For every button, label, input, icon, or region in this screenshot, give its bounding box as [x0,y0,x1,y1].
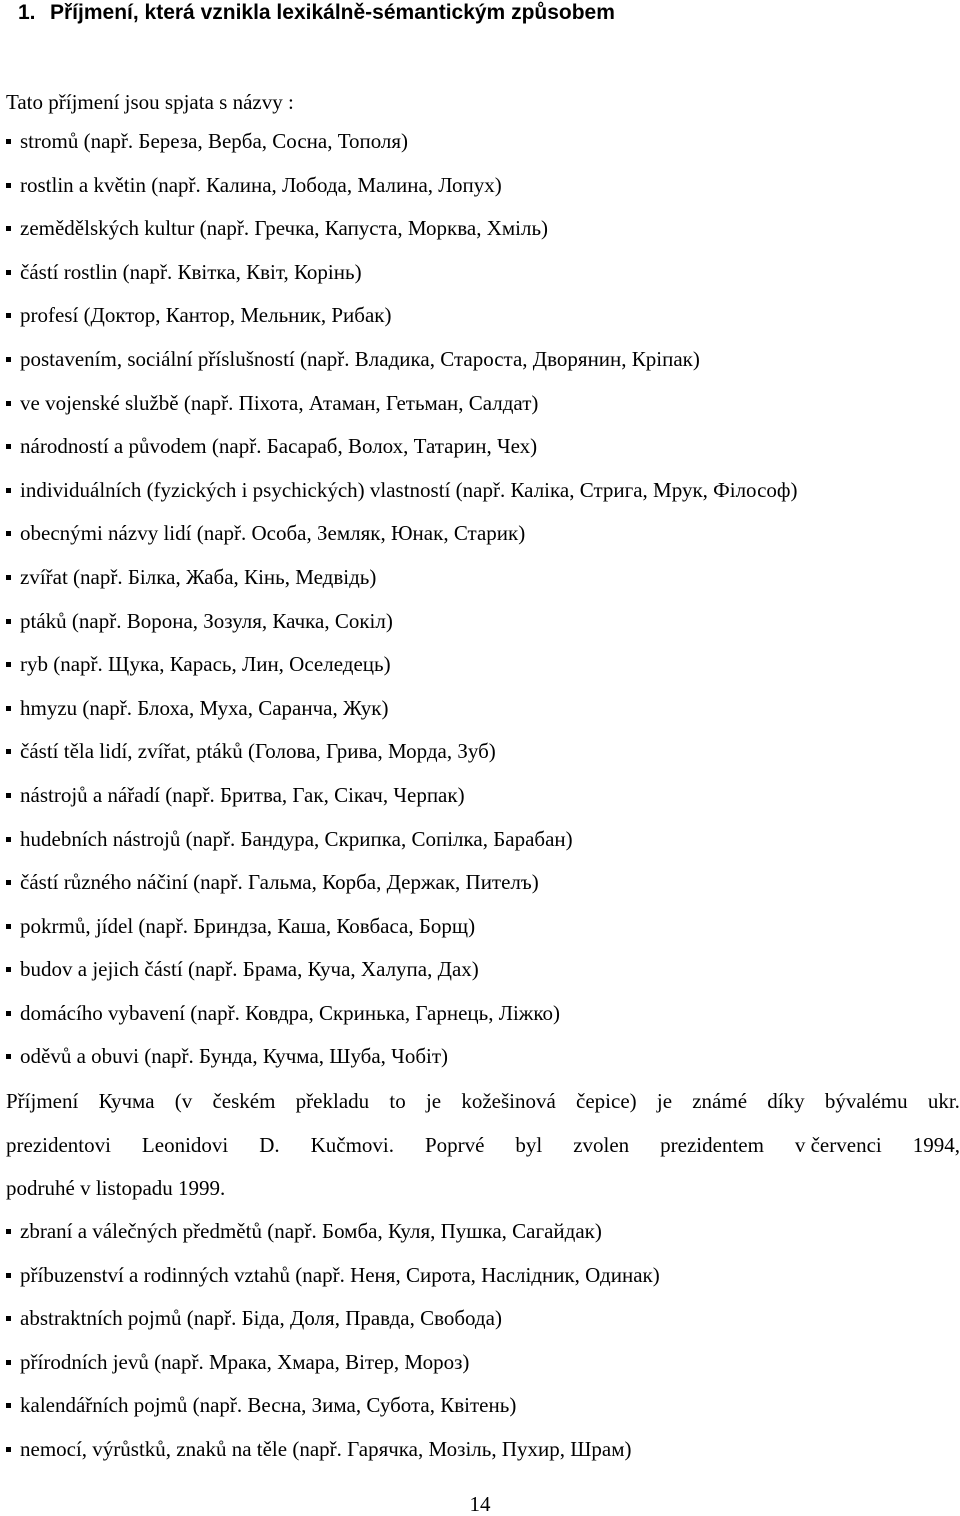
square-bullet-icon [6,793,11,798]
list-item [6,1217,660,1261]
square-bullet-icon [6,706,11,711]
list-item-text: pokrmů, jídel (např. Бриндза, Каша, Ковбаса, Борщ) [20,913,476,938]
section-heading [18,0,615,26]
square-bullet-icon [6,967,11,972]
list-item-text: stromů (např. Береза, Верба, Сосна, Тополя) [20,129,409,153]
list-item-text: budov a jejich částí (např. Брама, Куча, Халупа, Дах) [20,957,479,982]
list-item [6,389,798,433]
square-bullet-icon [6,837,11,842]
list-item [6,519,798,563]
list-item [6,607,798,651]
paragraph-word: známé [692,1089,748,1113]
paragraph-word: prezidentovi [6,1132,111,1157]
square-bullet-icon [6,183,11,188]
list-item [6,563,798,607]
list-item [6,1348,660,1392]
list-item-text: ptáků (např. Ворона, Зозуля, Качка, Сокіл) [20,608,393,633]
section-number: 1. [18,1,36,24]
paragraph-word: 1994, [912,1132,960,1157]
paragraph-word: Kučmovi. [310,1132,394,1157]
square-bullet-icon [6,401,11,406]
list-item-text: ve vojenské službě (např. Піхота, Атаман, Гетьман, Салдат) [20,390,539,415]
square-bullet-icon [6,1316,11,1321]
square-bullet-icon [6,619,11,624]
list-item-text: obecnými názvy lidí (např. Особа, Земляк, Юнак, Старик) [20,521,526,546]
list-item-text: oděvů a obuvi (např. Бунда, Кучма, Шуба, Чобіт) [20,1044,449,1069]
list-item [6,650,798,694]
list-item [6,432,798,476]
list-item-text: zbraní a válečných předmětů (např. Бомба, Куля, Пушка, Сагайдак) [20,1219,602,1243]
list-item [6,301,798,345]
bullet-list-categories-continued [6,1217,660,1479]
square-bullet-icon [6,444,11,449]
list-item [6,1261,660,1305]
list-item [6,345,798,389]
list-item-text: částí rostlin (např. Квітка, Квіт, Корінь) [20,259,362,284]
list-item-text: částí různého náčiní (např. Гальма, Корба, Держак, Пителъ) [20,870,539,895]
square-bullet-icon [6,488,11,493]
list-item-text: postavením, sociální příslušností (např. Владика, Староста, Дворянин, Кріпак) [20,346,700,371]
square-bullet-icon [6,1447,11,1452]
section-title: Příjmení, která vznikla lexikálně-sémantickým způsobem [50,1,615,24]
paragraph-line-2 [6,1131,960,1175]
paragraph-word: je [656,1089,673,1113]
list-item [6,1042,798,1086]
square-bullet-icon [6,1403,11,1408]
square-bullet-icon [6,1054,11,1059]
list-item [6,868,798,912]
square-bullet-icon [6,749,11,754]
square-bullet-icon [6,662,11,667]
list-item-text: hmyzu (např. Блоха, Муха, Саранча, Жук) [20,695,389,720]
list-item [6,737,798,781]
paragraph-word: v červenci [794,1132,882,1157]
paragraph-word: bývalému [824,1089,908,1113]
list-item-text: abstraktních pojmů (např. Біда, Доля, Правда, Свобода) [20,1306,502,1331]
list-item-text: příbuzenství a rodinných vztahů (např. Неня, Сирота, Наслідник, Одинак) [20,1262,660,1287]
list-item [6,1391,660,1435]
square-bullet-icon [6,1229,11,1234]
list-item [6,476,798,520]
list-item [6,781,798,825]
list-item [6,214,798,258]
paragraph-line-1 [6,1087,960,1131]
paragraph-word: Leonidovi [141,1132,229,1157]
paragraph-word: to [389,1089,406,1113]
list-item-text: národností a původem (např. Басараб, Волох, Татарин, Чех) [20,434,538,459]
paragraph-word: (v [174,1089,193,1113]
list-item-text: zvířat (např. Білка, Жаба, Кінь, Медвідь) [20,564,377,589]
bullet-list-categories [6,127,798,1086]
paragraph-word: českém [212,1089,276,1113]
list-item [6,127,798,171]
paragraph-kuchma [6,1087,960,1218]
list-item-text: hudebních nástrojů (např. Бандура, Скрипка, Сопілка, Барабан) [20,826,573,851]
square-bullet-icon [6,270,11,275]
square-bullet-icon [6,1360,11,1365]
square-bullet-icon [6,1273,11,1278]
paragraph-word: Poprvé [424,1132,485,1157]
list-item [6,825,798,869]
list-item-text: kalendářních pojmů (např. Весна, Зима, Субота, Квітень) [20,1393,517,1418]
list-item [6,1435,660,1479]
list-item-text: ryb (např. Щука, Карась, Лин, Оселедець) [20,652,391,677]
list-item-text: zemědělských kultur (např. Гречка, Капуста, Морква, Хміль) [20,216,549,241]
paragraph-word: Кучма [98,1089,155,1113]
list-item [6,694,798,738]
square-bullet-icon [6,139,11,144]
paragraph-word: zvolen [573,1132,630,1157]
square-bullet-icon [6,1011,11,1016]
paragraph-word: byl [515,1132,543,1157]
list-item-text: domácího vybavení (např. Ковдра, Скринька, Гарнець, Ліжко) [20,1000,560,1025]
list-item-text: nástrojů a nářadí (např. Бритва, Гак, Сікач, Черпак) [20,782,465,807]
paragraph-word: prezidentem [660,1132,764,1157]
list-item [6,171,798,215]
paragraph-word: D. [259,1132,280,1157]
paragraph-word: Příjmení [6,1089,79,1113]
square-bullet-icon [6,226,11,231]
square-bullet-icon [6,357,11,362]
list-item [6,955,798,999]
square-bullet-icon [6,531,11,536]
paragraph-word: překladu [295,1089,370,1113]
paragraph-word: díky [767,1089,805,1113]
list-item-text: rostlin a květin (např. Калина, Лобода, Малина, Лопух) [20,172,502,197]
paragraph-word: ukr. [927,1089,960,1113]
list-item-text: profesí (Доктор, Кантор, Мельник, Рибак) [20,303,392,328]
intro-text: Tato příjmení jsou spjata s názvy : [6,90,294,114]
list-item [6,912,798,956]
paragraph-line-3: podruhé v listopadu 1999. [6,1176,226,1201]
list-item-text: nemocí, výrůstků, znaků na těle (např. Гарячка, Мозіль, Пухир, Шрам) [20,1436,632,1461]
paragraph-word: kožešinová [461,1089,556,1113]
list-item-text: přírodních jevů (např. Мрака, Хмара, Вітер, Мороз) [20,1349,470,1374]
page-number: 14 [469,1492,491,1516]
paragraph-word: je [425,1089,442,1113]
list-item [6,1304,660,1348]
square-bullet-icon [6,575,11,580]
list-item [6,999,798,1043]
list-item [6,258,798,302]
square-bullet-icon [6,880,11,885]
list-item-text: individuálních (fyzických i psychických) vlastností (např. Каліка, Стрига, Мрук, Філософ) [20,477,798,502]
paragraph-word: čepice) [576,1089,637,1113]
list-item-text: částí těla lidí, zvířat, ptáků (Голова, Грива, Морда, Зуб) [20,739,496,764]
square-bullet-icon [6,313,11,318]
square-bullet-icon [6,924,11,929]
